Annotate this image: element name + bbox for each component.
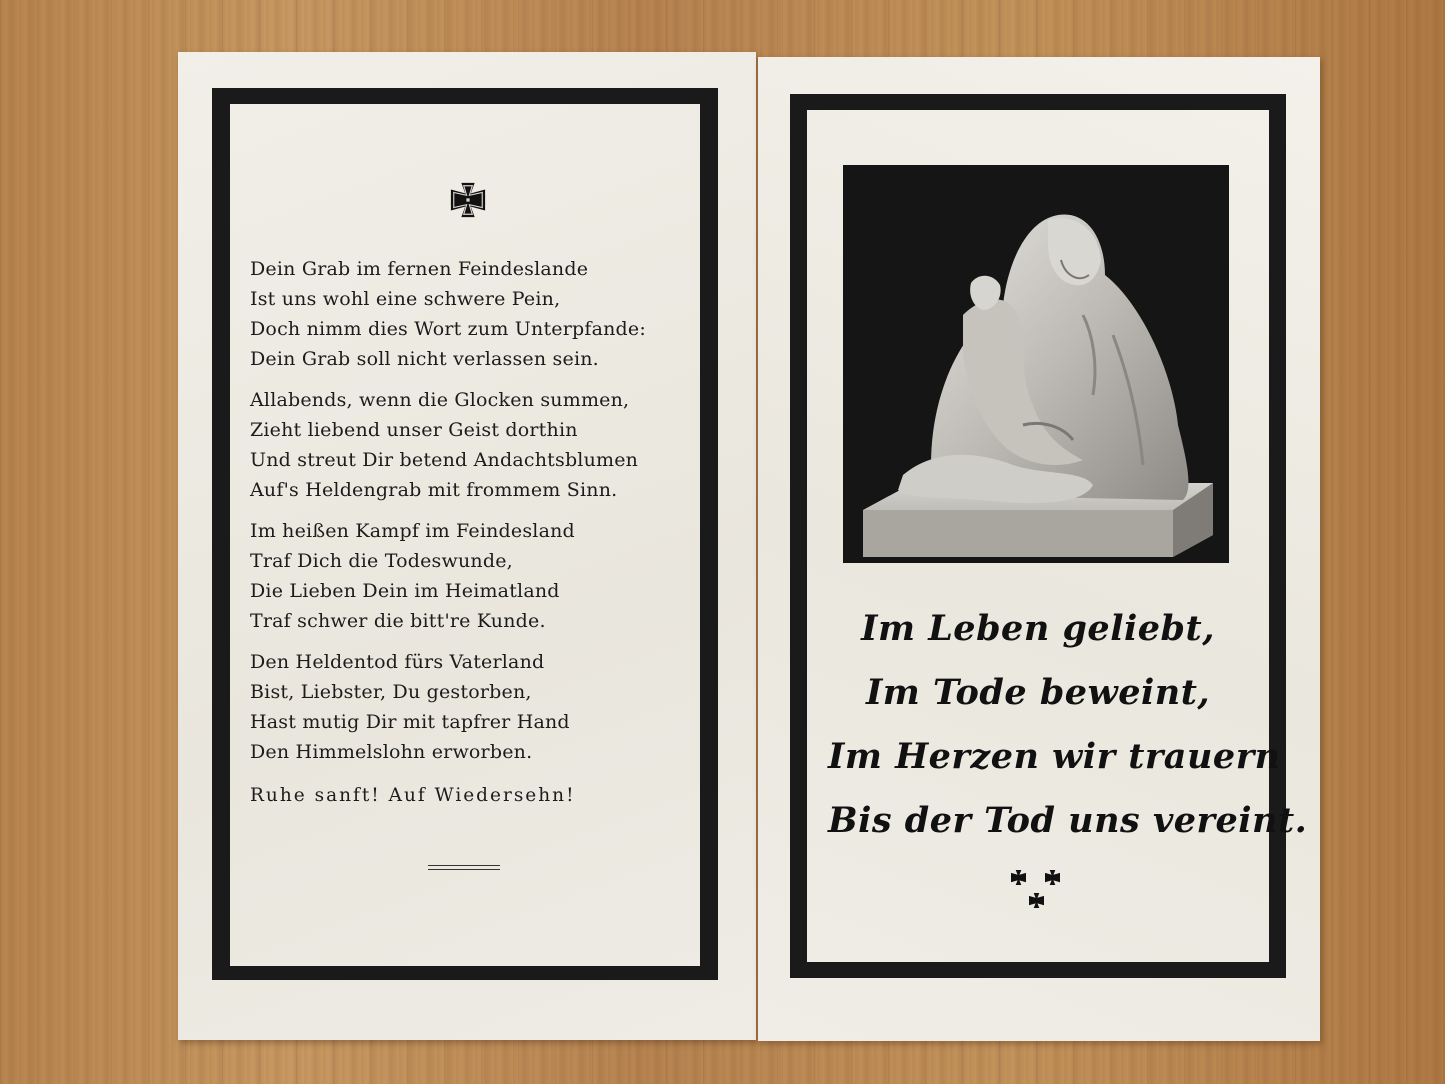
poem-line: Doch nimm dies Wort zum Unterpfande:	[250, 318, 646, 340]
farewell-line: Ruhe sanft! Auf Wiedersehn!	[250, 785, 576, 806]
iron-cross-icon	[449, 181, 487, 219]
poem-line: Bist, Liebster, Du gestorben,	[250, 681, 532, 703]
small-cross-icon	[1011, 870, 1026, 885]
poem-line: Traf Dich die Todeswunde,	[250, 550, 513, 572]
verse-line: Im Tode beweint,	[865, 672, 1211, 713]
poem-line: Traf schwer die bitt're Kunde.	[250, 610, 546, 632]
poem-line: Und streut Dir betend Andachtsblumen	[250, 449, 639, 471]
verse-line: Im Herzen wir trauern	[828, 736, 1281, 777]
divider-rule-bottom	[428, 869, 500, 870]
poem-line: Zieht liebend unser Geist dorthin	[250, 419, 578, 441]
poem-line: Den Himmelslohn erworben.	[250, 741, 533, 763]
memorial-poem	[250, 254, 700, 811]
poem-line: Auf's Heldengrab mit frommem Sinn.	[250, 479, 618, 501]
verse-line: Bis der Tod uns vereint.	[828, 800, 1308, 841]
poem-line: Den Heldentod fürs Vaterland	[250, 651, 545, 673]
poem-line: Ist uns wohl eine schwere Pein,	[250, 288, 561, 310]
poem-line: Dein Grab im fernen Feindeslande	[250, 258, 589, 280]
memorial-card-left-page	[178, 52, 756, 1040]
poem-stanza-1	[250, 254, 700, 374]
pieta-sculpture-image	[843, 165, 1229, 563]
small-cross-icon	[1029, 893, 1044, 908]
poem-line: Dein Grab soll nicht verlassen sein.	[250, 348, 599, 370]
poem-stanza-2	[250, 385, 700, 505]
verse-line: Im Leben geliebt,	[861, 608, 1215, 649]
divider-rule-top	[428, 865, 500, 866]
poem-line: Allabends, wenn die Glocken summen,	[250, 389, 630, 411]
poem-line: Im heißen Kampf im Feindesland	[250, 520, 575, 542]
small-cross-icon	[1045, 870, 1060, 885]
memorial-card-right-page	[758, 57, 1320, 1041]
memorial-verse	[828, 597, 1308, 853]
poem-stanza-3	[250, 516, 700, 636]
pieta-sculpture-drawing	[843, 165, 1229, 563]
poem-stanza-4	[250, 647, 700, 767]
poem-line: Die Lieben Dein im Heimatland	[250, 580, 560, 602]
poem-line: Hast mutig Dir mit tapfrer Hand	[250, 711, 570, 733]
